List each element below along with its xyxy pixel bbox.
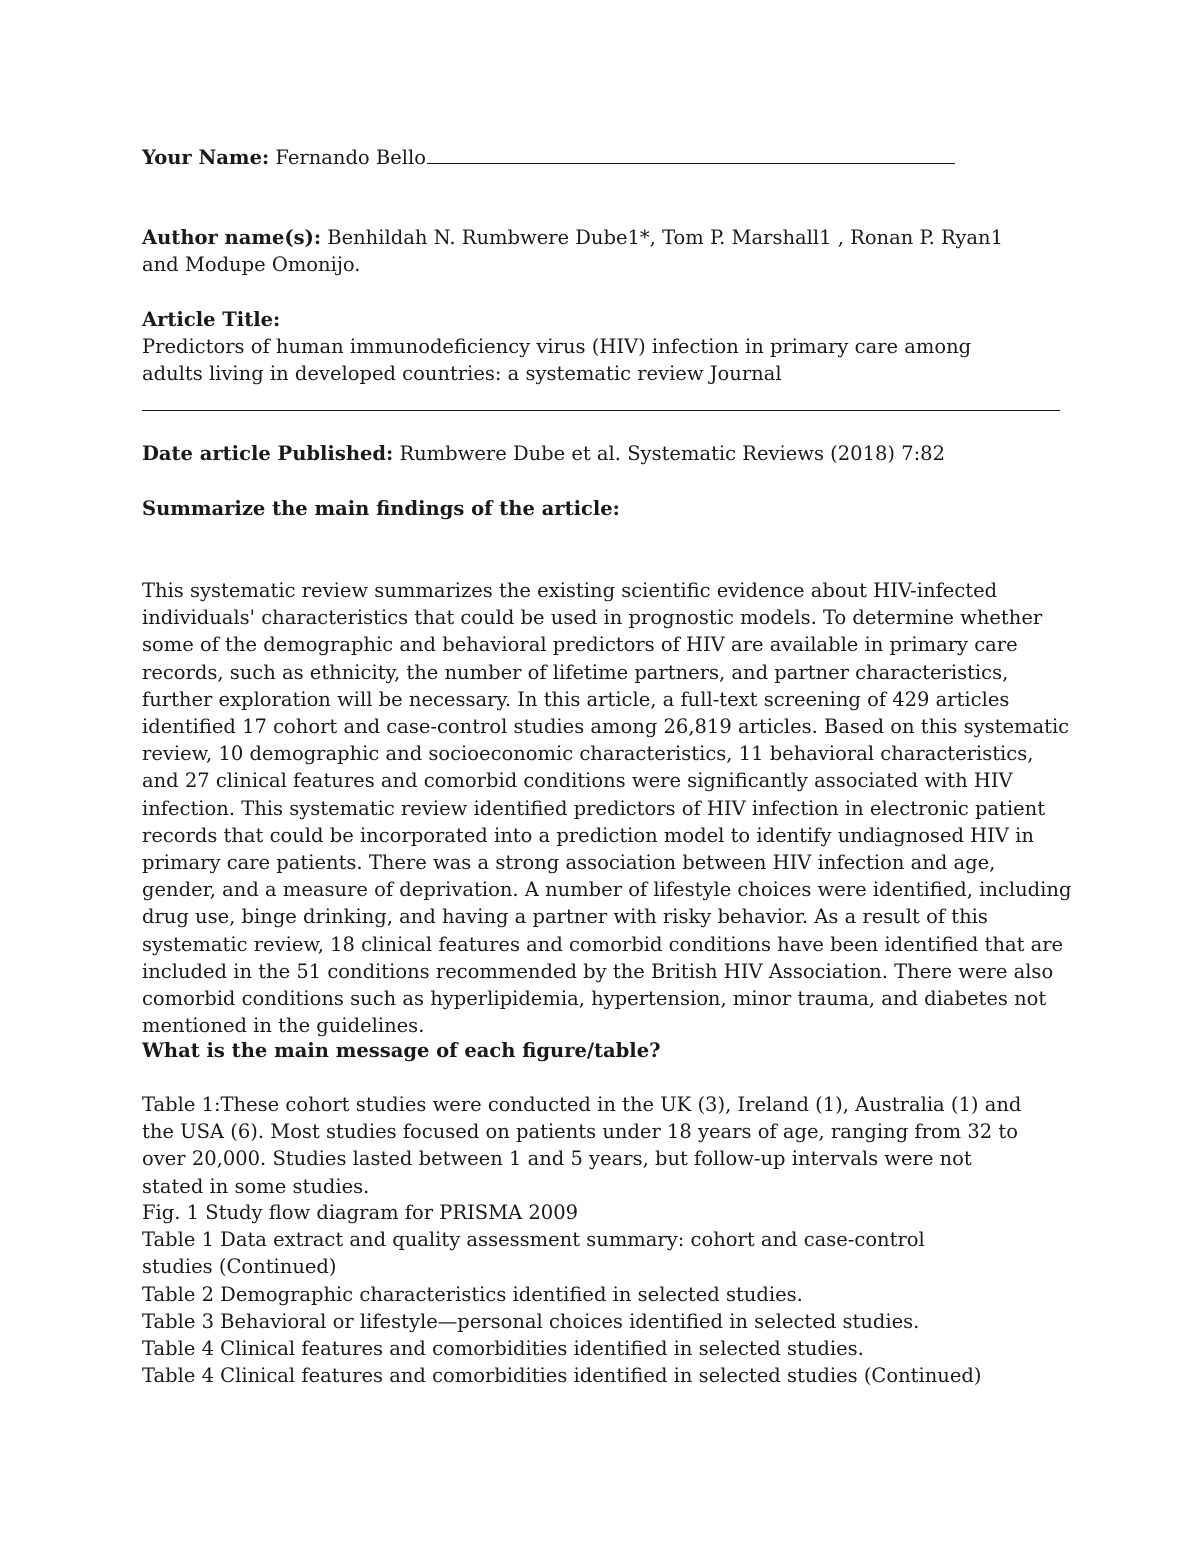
list-item: Table 4 Clinical features and comorbidities identified in selected studies. [142,1337,864,1361]
summary-heading-text: Summarize the main findings of the article: [142,497,620,520]
list-item: Table 2 Demographic characteristics identified in selected studies. [142,1282,803,1306]
author-line [142,224,1042,278]
horizontal-rule [142,410,1060,411]
table1-description: Table 1:These cohort studies were conducted in the UK (3), Ireland (1), Australia (1) and the USA (6). Most studies focused on patients under 18 years of age, ranging from 32 to over 20,000. Studies lasted between 1 and 5 years, but follow-up intervals were not stated in some studies. [142,1093,1022,1198]
name-underline [427,143,955,164]
author-value: Benhildah N. Rumbwere Dube1*, Tom P. Marshall1 , Ronan P. Ryan1 and Modupe Omonijo. [142,226,1004,277]
figures-heading-text: What is the main message of each figure/table? [142,1039,661,1062]
figure-list [142,1199,982,1389]
summary-heading [142,495,620,522]
your-name-label: Your Name: [142,146,270,169]
list-item: Table 1 Data extract and quality assessment summary: cohort and case-control studies (Continued) [142,1228,925,1279]
article-title-label-text: Article Title: [142,308,281,331]
date-published-value: Rumbwere Dube et al. Systematic Reviews (2018) 7:82 [399,442,945,465]
article-title-value: Predictors of human immunodeficiency virus (HIV) infection in primary care among adults living in developed countries: a systematic review Journal [142,335,972,386]
figures-heading [142,1037,661,1064]
author-label: Author name(s): [142,226,322,249]
summary-text: This systematic review summarizes the existing scientific evidence about HIV-infected individuals' characteristics that could be used in prognostic models. To determine whether some of the demographic and behavioral predictors of HIV are available in primary care records, such as ethnicity, the number of lifetime partners, and partner characteristics, further exploration will be necessary. In this article, a full-text screening of 429 articles identified 17 cohort and case-control studies among 26,819 articles. Based on this systematic review, 10 demographic and socioeconomic characteristics, 11 behavioral characteristics, and 27 clinical features and comorbid conditions were significantly associated with HIV infection. This systematic review identified predictors of HIV infection in electronic patient records that could be incorporated into a prediction model to identify undiagnosed HIV in primary care patients. There was a strong association between HIV infection and age, gender, and a measure of deprivation. A number of lifestyle choices were identified, including drug use, binge drinking, and having a partner with risky behavior. As a result of this systematic review, 18 clinical features and comorbid conditions have been identified that are included in the 51 conditions recommended by the British HIV Association. There were also comorbid conditions such as hyperlipidemia, hypertension, minor trauma, and diabetes not mentioned in the guidelines. [142,579,1072,1038]
list-item: Table 4 Clinical features and comorbidities identified in selected studies (Continued) [142,1364,982,1388]
your-name-value: Fernando Bello [275,146,426,169]
date-published-label: Date article Published: [142,442,394,465]
list-item: Fig. 1 Study flow diagram for PRISMA 2009 [142,1201,579,1224]
your-name-line [142,143,955,171]
article-title-label [142,306,280,333]
date-published-line [142,440,945,467]
list-item: Table 3 Behavioral or lifestyle—personal choices identified in selected studies. [142,1309,920,1333]
